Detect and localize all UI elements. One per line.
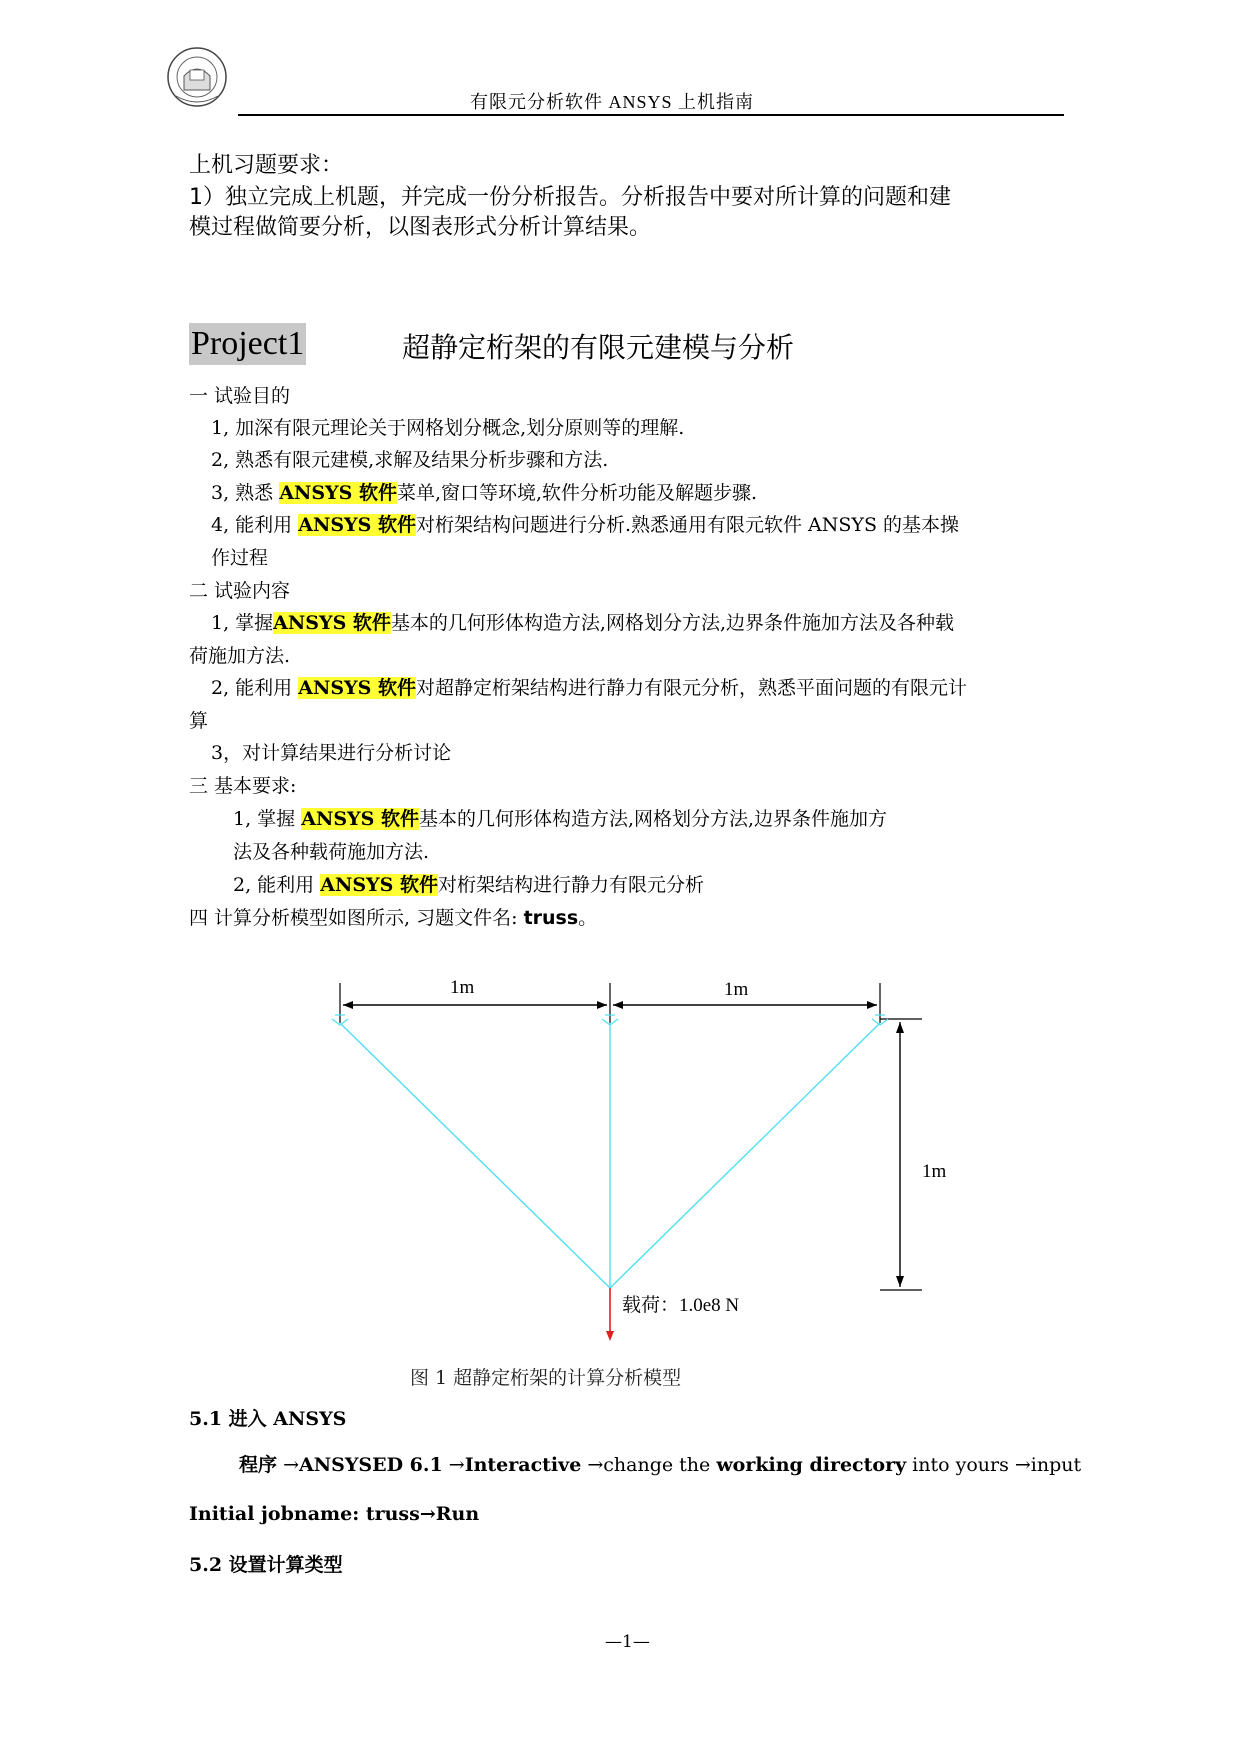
text-fragment: 菜单,窗口等环境,软件分析功能及解题步骤.: [396, 482, 758, 504]
highlighted-ansys: ANSYS 软件: [320, 874, 438, 896]
arrow-head: [896, 1276, 904, 1287]
section-2-item-3: 3，对计算结果进行分析讨论: [211, 742, 452, 764]
section-1-item-1: 1, 加深有限元理论关于网格划分概念,划分原则等的理解.: [211, 417, 685, 439]
dim-label-right: 1m: [724, 979, 749, 1000]
header-rule: [238, 114, 1064, 116]
section-5-1-line-2: [189, 1501, 479, 1527]
text-fragment: 对桁架结构进行静力有限元分析: [437, 874, 704, 896]
highlighted-ansys: ANSYS 软件: [301, 808, 419, 830]
section-2-item-1-cont: 荷施加方法.: [189, 645, 291, 667]
arrow-head: [867, 1001, 877, 1009]
highlighted-ansys: ANSYS 软件: [279, 482, 397, 504]
section-1-item-3: [211, 480, 757, 506]
section-5-2-title: 5.2 设置计算类型: [189, 1554, 343, 1576]
section-1-title: 一 试验目的: [189, 385, 291, 407]
truss-diagram: [310, 975, 950, 1345]
dim-label-left: 1m: [450, 977, 475, 998]
text-fragment: 2, 能利用: [233, 874, 321, 896]
load-label: 载荷：1.0e8 N: [622, 1295, 740, 1316]
requirements-line-1: 1）独立完成上机题，并完成一份分析报告。分析报告中要对所计算的问题和建: [189, 185, 951, 210]
project-label: Project1: [189, 323, 306, 365]
section-1-item-2: 2, 熟悉有限元建模,求解及结果分析步骤和方法.: [211, 449, 609, 471]
text-fragment: 1, 掌握: [233, 808, 302, 830]
requirements-line-2: 模过程做简要分析，以图表形式分析计算结果。: [189, 215, 652, 240]
load-arrow-head: [606, 1331, 614, 1341]
text-fragment: 程序: [239, 1454, 278, 1476]
section-2-title: 二 试验内容: [189, 580, 291, 602]
section-4-line: [189, 905, 597, 931]
section-5-1-line-1: [239, 1452, 1081, 1478]
section-3-item-1: [233, 806, 887, 832]
page-number: —1—: [605, 1632, 650, 1652]
arrow-icon: →: [419, 1503, 436, 1525]
arrow-icon: →: [587, 1454, 604, 1476]
university-seal-logo: [166, 46, 228, 108]
arrow-icon: →: [448, 1454, 465, 1476]
section-1-item-4-cont: 作过程: [211, 547, 269, 569]
requirements-heading: 上机习题要求：: [189, 153, 344, 178]
text-fragment: input: [1030, 1454, 1082, 1476]
header-title: 有限元分析软件 ANSYS 上机指南: [470, 92, 755, 112]
truss-member-left: [340, 1023, 610, 1288]
section-3-title: 三 基本要求:: [189, 775, 297, 797]
text-fragment: 基本的几何形体构造方法,网格划分方法,边界条件施加方法及各种载: [390, 612, 954, 634]
text-fragment: 对桁架结构问题进行分析.熟悉通用有限元软件 ANSYS 的基本操: [415, 514, 959, 536]
text-fragment: working directory: [716, 1454, 907, 1476]
section-2-item-2-cont: 算: [189, 710, 209, 732]
highlighted-ansys: ANSYS 软件: [298, 677, 416, 699]
text-fragment: Run: [435, 1503, 480, 1525]
arrow-icon: →: [283, 1454, 299, 1476]
arrow-icon: →: [1014, 1454, 1031, 1476]
text-fragment: 2, 能利用: [211, 677, 299, 699]
text-fragment: 对超静定桁架结构进行静力有限元分析，熟悉平面问题的有限元计: [415, 677, 967, 699]
file-name: truss: [523, 907, 579, 929]
project-title: 超静定桁架的有限元建模与分析: [402, 331, 795, 364]
arrow-head: [613, 1001, 623, 1009]
text-fragment: Initial jobname: truss: [189, 1503, 420, 1525]
arrow-head: [597, 1001, 607, 1009]
section-5-1-title: 5.1 进入 ANSYS: [189, 1408, 347, 1430]
section-2-item-1: [211, 610, 954, 636]
figure-caption: 图 1 超静定桁架的计算分析模型: [410, 1367, 682, 1389]
highlighted-ansys: ANSYS 软件: [298, 514, 416, 536]
text-fragment: into yours: [906, 1454, 1015, 1476]
text-fragment: ANSYSED 6.1: [298, 1454, 443, 1476]
arrow-head: [343, 1001, 353, 1009]
text-fragment: 基本的几何形体构造方法,网格划分方法,边界条件施加方: [418, 808, 888, 830]
dim-label-vertical: 1m: [922, 1161, 947, 1182]
section-3-item-2: [233, 872, 704, 898]
text-fragment: 1, 掌握: [211, 612, 274, 634]
section-1-item-4: [211, 512, 959, 538]
text-fragment: 。: [578, 907, 598, 929]
text-fragment: 4, 能利用: [211, 514, 299, 536]
truss-member-right: [610, 1023, 880, 1288]
highlighted-ansys: ANSYS 软件: [273, 612, 391, 634]
text-fragment: Interactive: [464, 1454, 582, 1476]
section-2-item-2: [211, 675, 967, 701]
text-fragment: change the: [603, 1454, 717, 1476]
arrow-head: [896, 1022, 904, 1033]
text-fragment: 3, 熟悉: [211, 482, 280, 504]
section-3-item-1-cont: 法及各种载荷施加方法.: [233, 841, 430, 863]
text-fragment: 四 计算分析模型如图所示, 习题文件名:: [189, 907, 524, 929]
